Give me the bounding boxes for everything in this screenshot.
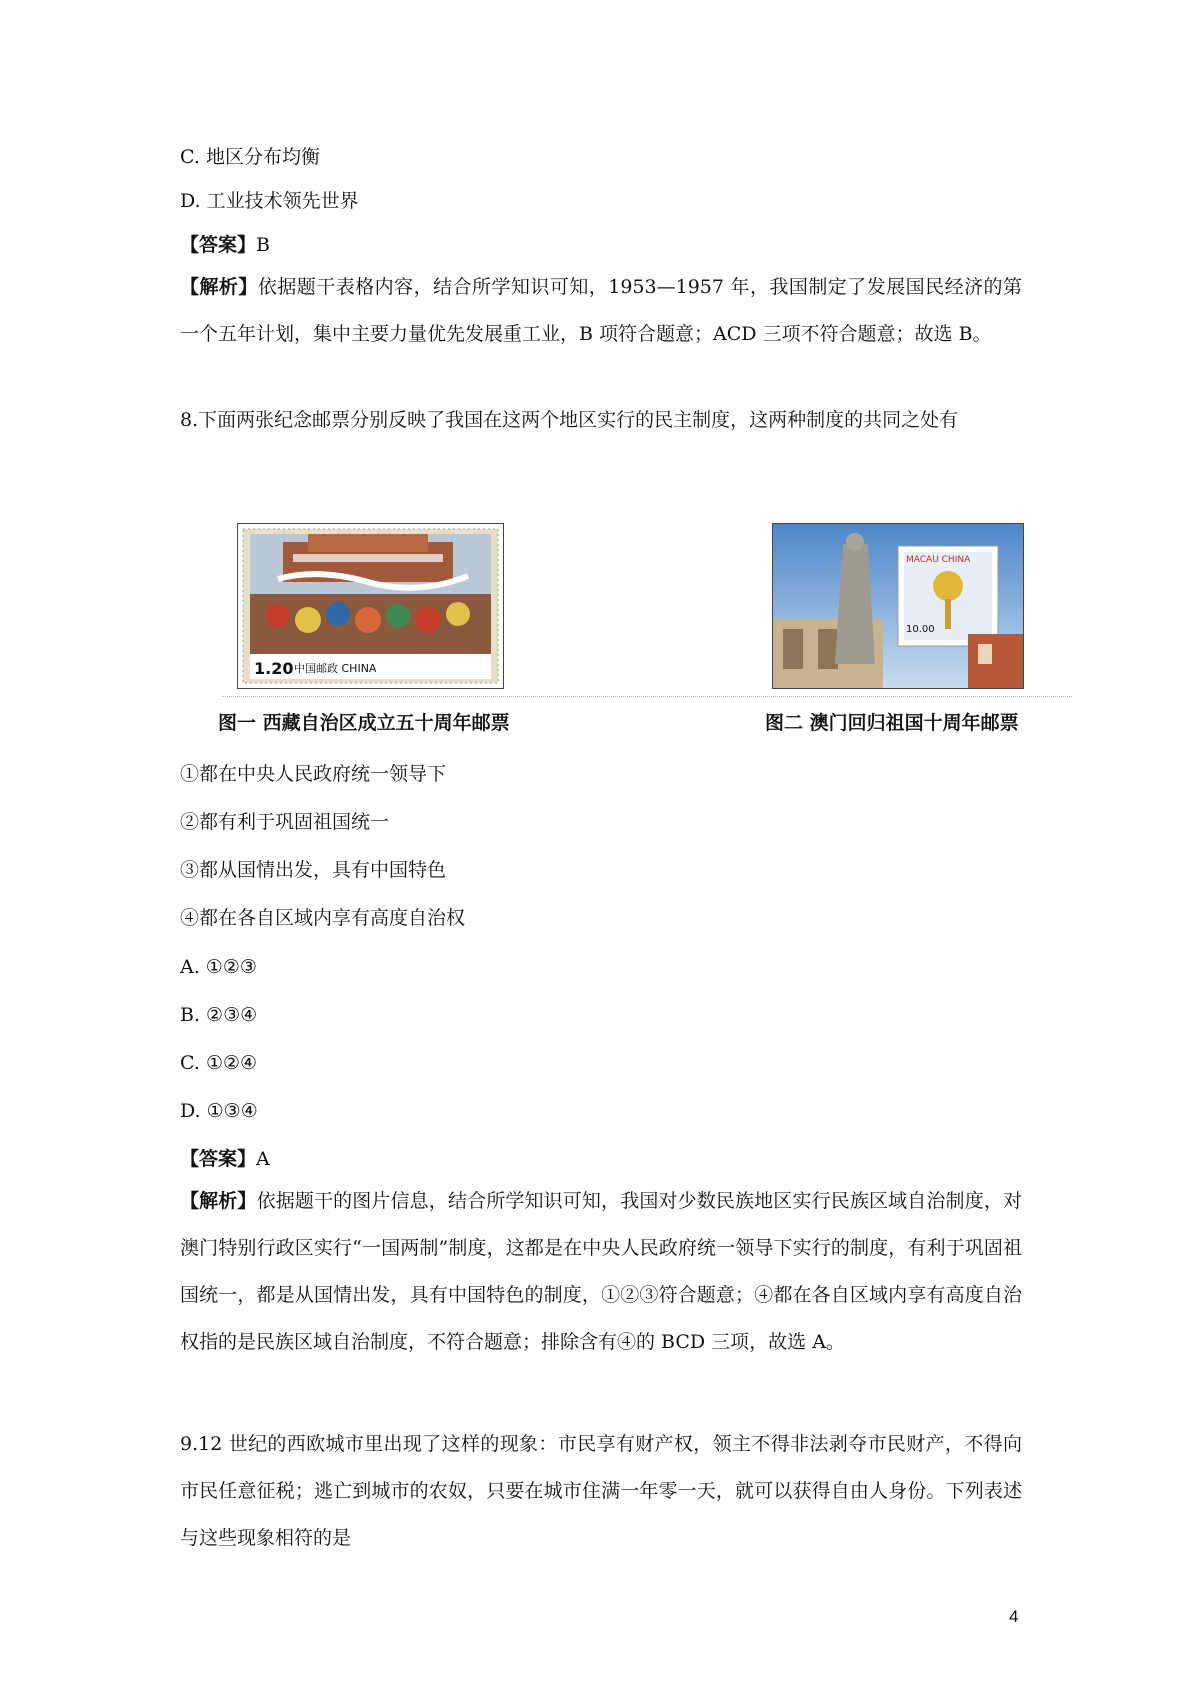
page-number: 4	[1009, 1607, 1019, 1626]
q8-option-d: D. ①③④	[180, 1100, 258, 1122]
stamp1-value: 1.20	[254, 659, 294, 678]
q8-stem: 8.下面两张纪念邮票分别反映了我国在这两个地区实行的民主制度，这两种制度的共同之处有	[180, 409, 959, 431]
macau-stamp-image	[772, 523, 1024, 689]
q7-option-c: C. 地区分布均衡	[180, 146, 320, 168]
q7-answer	[180, 233, 270, 257]
q7-analysis	[180, 264, 1022, 358]
stamp2-value: 10.00	[906, 624, 935, 635]
figure1-caption: 图一 西藏自治区成立五十周年邮票	[218, 712, 510, 734]
answer-label: 【答案】	[180, 1148, 257, 1170]
analysis-text: 依据题干表格内容，结合所学知识可知，1953—1957 年，我国制定了发展国民经济的第一个五年计划，集中主要力量优先发展重工业，B 项符合题意；ACD 三项不符合题意；故选 B。	[180, 276, 1022, 345]
q8-statement-3: ③都从国情出发，具有中国特色	[180, 859, 447, 881]
figure-divider	[222, 696, 1072, 697]
q8-analysis	[180, 1178, 1022, 1366]
answer-value: B	[256, 234, 270, 256]
q9-stem: 9.12 世纪的西欧城市里出现了这样的现象：市民享有财产权，领主不得非法剥夺市民财产，不得向市民任意征税；逃亡到城市的农奴，只要在城市住满一年零一天，就可以获得自由人身份。下列表述与这些现象相符的是	[180, 1433, 1022, 1549]
q8-option-c: C. ①②④	[180, 1052, 258, 1074]
stamp2-title: MACAU CHINA	[906, 555, 971, 565]
answer-value: A	[256, 1148, 270, 1170]
q8-statement-2: ②都有利于巩固祖国统一	[180, 811, 390, 833]
q8-option-b: B. ②③④	[180, 1004, 258, 1026]
stamp1-post: 中国邮政 CHINA	[294, 662, 377, 675]
answer-label: 【答案】	[180, 234, 257, 256]
figure2-caption: 图二 澳门回归祖国十周年邮票	[765, 712, 1019, 734]
q7-option-d: D. 工业技术领先世界	[180, 190, 359, 212]
q8-answer	[180, 1147, 270, 1171]
q8-option-a: A. ①②③	[180, 956, 257, 978]
tibet-stamp-image	[237, 523, 504, 689]
q8-statement-1: ①都在中央人民政府统一领导下	[180, 763, 447, 785]
q8-statement-4: ④都在各自区域内享有高度自治权	[180, 907, 466, 929]
analysis-label: 【解析】	[180, 1190, 257, 1212]
analysis-text: 依据题干的图片信息，结合所学知识可知，我国对少数民族地区实行民族区域自治制度，对澳门特别行政区实行“一国两制”制度，这都是在中央人民政府统一领导下实行的制度，有利于巩固祖国统一，都是从国情出发，具有中国特色的制度，①②③符合题意；④都在各自区域内享有高度自治权指的是民族区域自治制度，不符合题意；排除含有④的 BCD 三项，故选 A。	[180, 1190, 1022, 1353]
analysis-label: 【解析】	[180, 276, 258, 298]
